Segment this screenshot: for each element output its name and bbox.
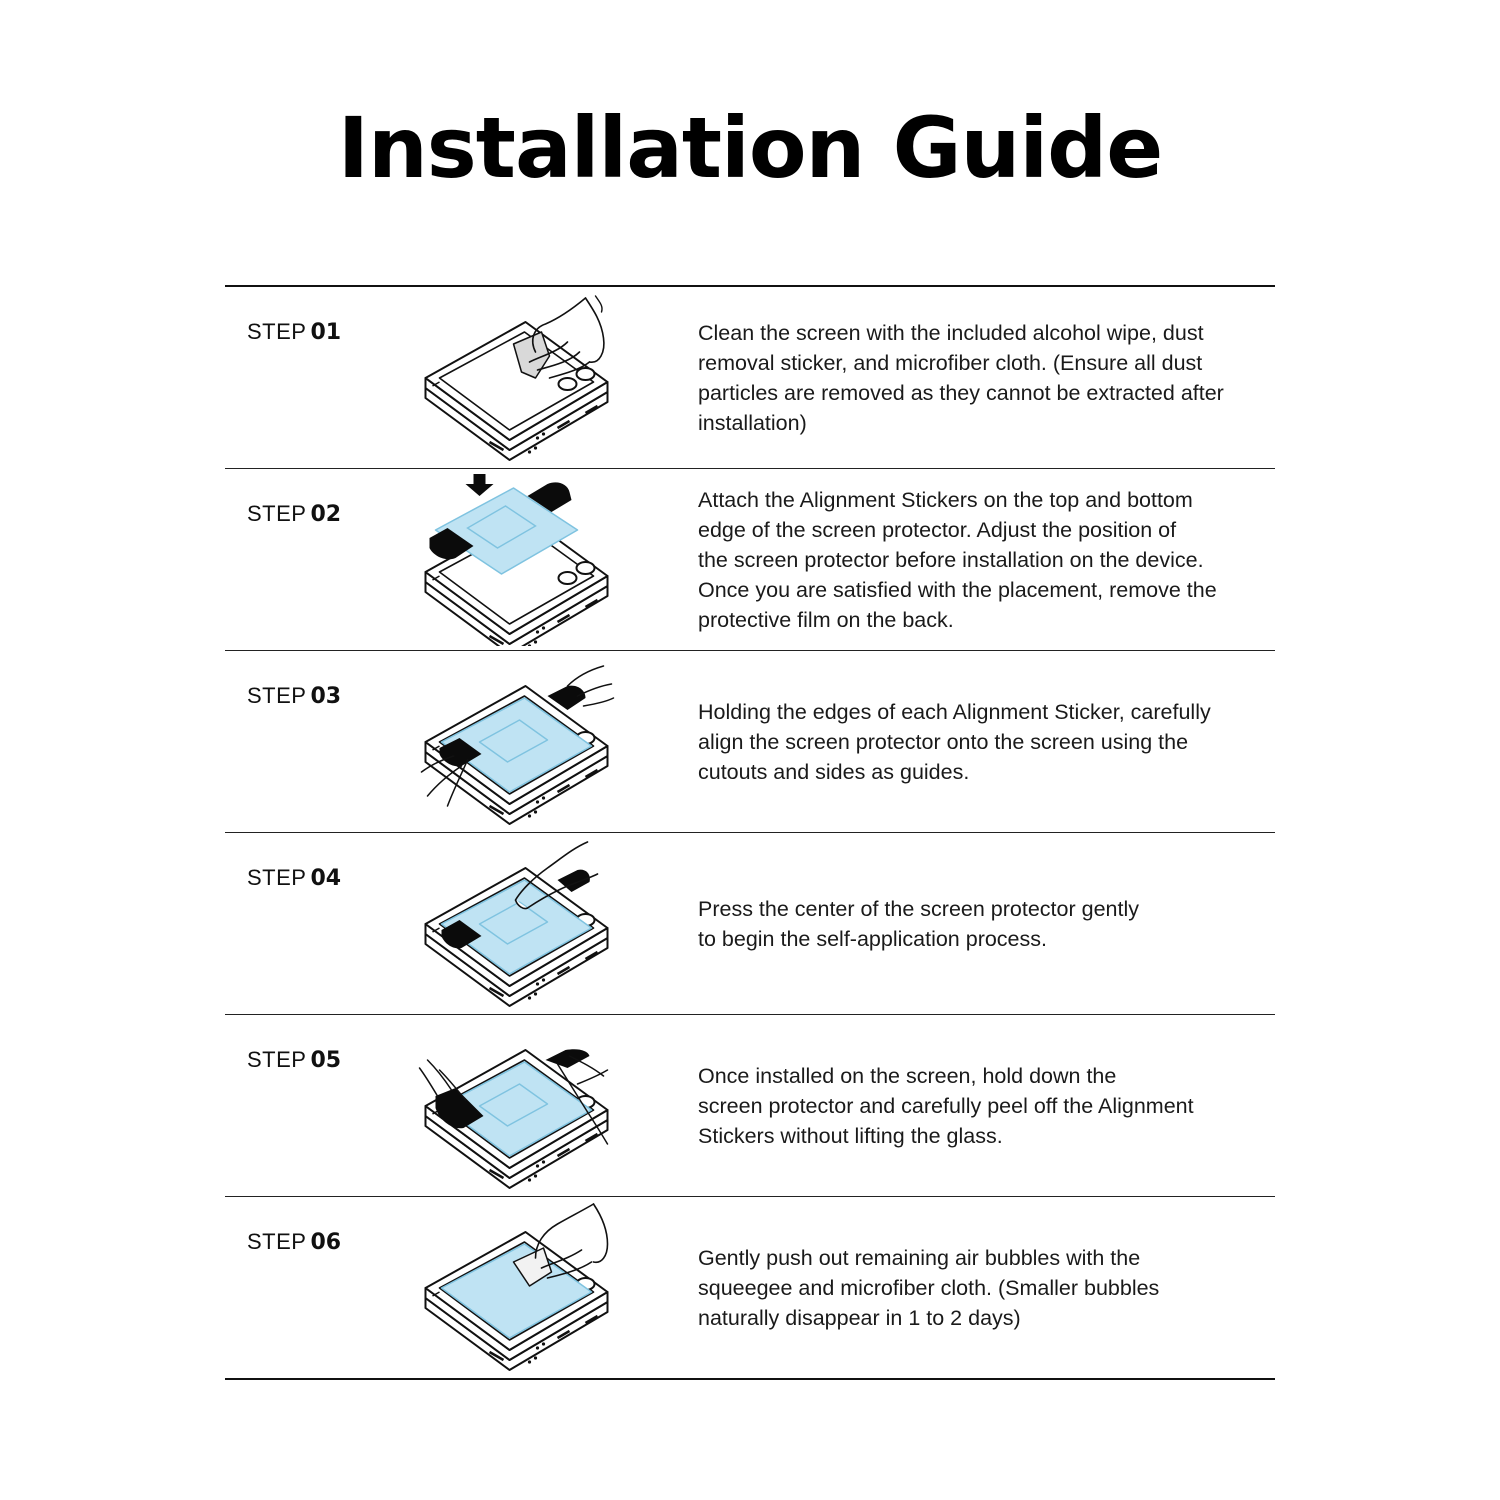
step-description: Holding the edges of each Alignment Sticker, carefully align the screen protector onto the screen using the cutouts and sides as guides. <box>698 699 1211 784</box>
step-label <box>247 863 341 894</box>
step-label <box>247 1045 341 1076</box>
step-number: 05 <box>310 1048 342 1073</box>
step-number: 03 <box>310 684 342 709</box>
step-label <box>247 681 341 712</box>
step-word: STEP <box>247 501 307 526</box>
step-number: 06 <box>310 1230 342 1255</box>
steps-list <box>225 285 1275 1382</box>
step-description: Once installed on the screen, hold down the screen protector and carefully peel off the Alignment Stickers without lifting the glass. <box>698 1063 1194 1148</box>
step-description: Gently push out remaining air bubbles with the squeegee and microfiber cloth. (Smaller bubbles naturally disappear in 1 to 2 days) <box>698 1245 1160 1330</box>
step-word: STEP <box>247 865 307 890</box>
step-description: Attach the Alignment Stickers on the top and bottom edge of the screen protector. Adjust the position of the screen protector before installation on the device. Once you are satisfied with the placement, remove the protective film on the back. <box>698 487 1217 632</box>
step-word: STEP <box>247 1047 307 1072</box>
step-row-04 <box>225 833 1275 1015</box>
step-word: STEP <box>247 1229 307 1254</box>
step-word: STEP <box>247 683 307 708</box>
step-label <box>247 1227 341 1258</box>
step-number: 02 <box>310 502 342 527</box>
step-number: 01 <box>310 320 342 345</box>
step-label <box>247 317 341 348</box>
press-center-icon <box>415 838 620 1010</box>
step-description: Clean the screen with the included alcohol wipe, dust removal sticker, and microfiber cloth. (Ensure all dust particles are removed as they cannot be extracted after installation) <box>698 320 1224 435</box>
alignment-sticker-attach-icon <box>415 474 620 646</box>
step-label <box>247 499 341 530</box>
step-row-06 <box>225 1197 1275 1380</box>
step-word: STEP <box>247 319 307 344</box>
step-row-05 <box>225 1015 1275 1197</box>
peel-stickers-icon <box>415 1020 620 1192</box>
step-row-02 <box>225 469 1275 651</box>
page-title: Installation Guide <box>337 99 1163 197</box>
step-row-03 <box>225 651 1275 833</box>
phone-wipe-icon <box>415 292 620 464</box>
squeegee-bubbles-icon <box>415 1202 620 1374</box>
step-description: Press the center of the screen protector gently to begin the self-application process. <box>698 896 1139 951</box>
step-row-01 <box>225 287 1275 469</box>
align-protector-icon <box>415 656 620 828</box>
step-number: 04 <box>310 866 342 891</box>
